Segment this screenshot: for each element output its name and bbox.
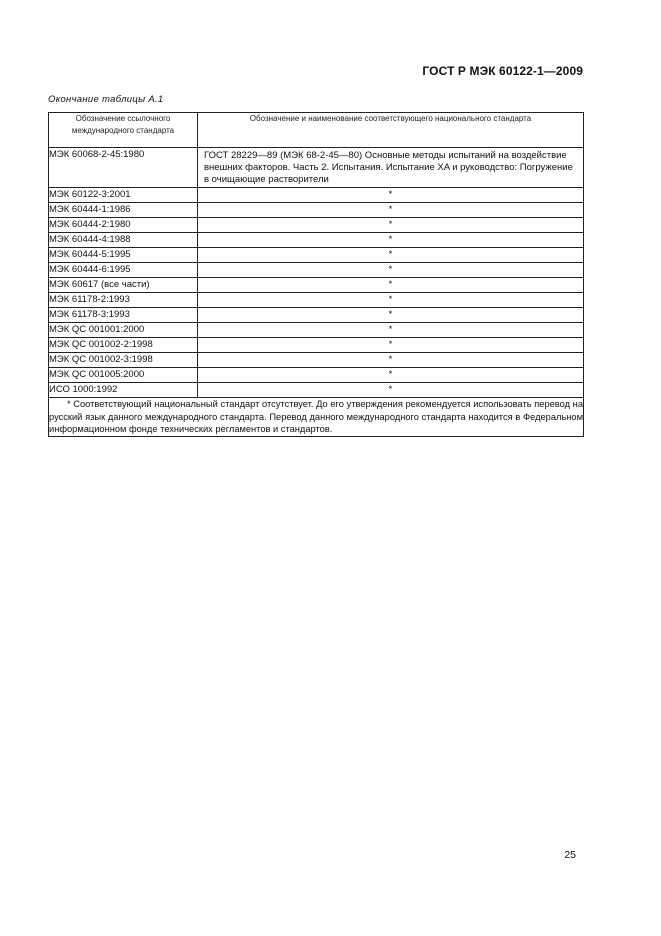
international-standard-cell: МЭК 60444-5:1995 — [49, 248, 198, 263]
international-standard-cell: МЭК 60068-2-45:1980 — [49, 148, 198, 188]
table-row — [49, 248, 584, 263]
table-row — [49, 383, 584, 398]
national-standard-cell: * — [198, 308, 584, 323]
international-standard-cell: МЭК QC 001005:2000 — [49, 368, 198, 383]
table-row — [49, 263, 584, 278]
national-standard-cell: * — [198, 293, 584, 308]
table-row — [49, 218, 584, 233]
international-standard-cell: МЭК 60444-6:1995 — [49, 263, 198, 278]
table-row — [49, 353, 584, 368]
page-number: 25 — [564, 849, 576, 861]
international-standard-cell: МЭК 61178-3:1993 — [49, 308, 198, 323]
national-standard-cell: * — [198, 353, 584, 368]
national-standard-cell: * — [198, 263, 584, 278]
table-footnote: * Соответствующий национальный стандарт отсутствует. До его утверждения рекомендуется использовать перевод на русский язык данного международного стандарта. Перевод данного международного стандарта находится в Федеральном информационном фонде технических регламентов и стандартов. — [49, 399, 583, 434]
document-standard-id: ГОСТ Р МЭК 60122-1—2009 — [422, 64, 583, 78]
table-row — [49, 278, 584, 293]
national-standard-cell: * — [198, 233, 584, 248]
national-standard-cell: * — [198, 248, 584, 263]
international-standard-cell: МЭК 60444-4:1988 — [49, 233, 198, 248]
national-standard-cell: * — [198, 368, 584, 383]
table-row — [49, 203, 584, 218]
table-row — [49, 308, 584, 323]
international-standard-cell: МЭК QC 001001:2000 — [49, 323, 198, 338]
national-standard-cell: * — [198, 338, 584, 353]
national-standard-cell: * — [198, 188, 584, 203]
table-row — [49, 338, 584, 353]
table-row — [49, 148, 584, 188]
national-standard-cell: * — [198, 383, 584, 398]
international-standard-cell: МЭК 61178-2:1993 — [49, 293, 198, 308]
international-standard-cell: МЭК QC 001002-2:1998 — [49, 338, 198, 353]
column-header-international: Обозначение ссылочного международного стандарта — [49, 113, 198, 148]
international-standard-cell: МЭК 60444-2:1980 — [49, 218, 198, 233]
footnote-row — [49, 398, 584, 437]
national-standard-cell: * — [198, 323, 584, 338]
international-standard-cell: ИСО 1000:1992 — [49, 383, 198, 398]
table-caption: Окончание таблицы А.1 — [48, 94, 164, 105]
national-standard-cell: * — [198, 203, 584, 218]
international-standard-cell: МЭК 60617 (все части) — [49, 278, 198, 293]
table-row — [49, 188, 584, 203]
table-row — [49, 233, 584, 248]
national-standard-cell: * — [198, 278, 584, 293]
column-header-national: Обозначение и наименование соответствующего национального стандарта — [198, 113, 584, 148]
table-row — [49, 368, 584, 383]
international-standard-cell: МЭК QC 001002-3:1998 — [49, 353, 198, 368]
table-row — [49, 293, 584, 308]
table-row — [49, 323, 584, 338]
table-header-row — [49, 113, 584, 148]
reference-standards-table — [48, 112, 584, 437]
international-standard-cell: МЭК 60444-1:1986 — [49, 203, 198, 218]
international-standard-cell: МЭК 60122-3:2001 — [49, 188, 198, 203]
national-standard-cell: ГОСТ 28229—89 (МЭК 68-2-45—80) Основные методы испытаний на воздействие внешних факторов. Часть 2. Испытания. Испытание XA и руководство: Погружение в очищающие растворители — [198, 148, 584, 188]
national-standard-cell: * — [198, 218, 584, 233]
